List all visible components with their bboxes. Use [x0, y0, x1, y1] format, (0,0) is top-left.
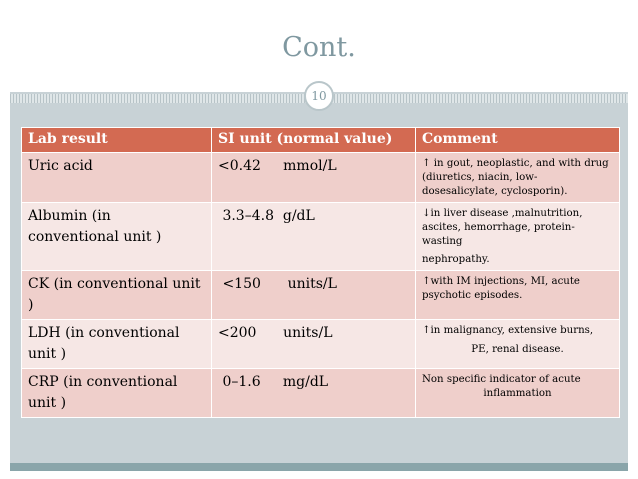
comment-line: nephropathy. — [422, 254, 490, 265]
slide-title: Cont. — [282, 32, 356, 63]
comment-line: inflammation — [483, 388, 552, 399]
lab-test-name: CRP (in conventional unit ) — [22, 369, 212, 418]
comment-line: Non specific indicator of acute — [422, 374, 581, 385]
normal-value: <200 units/L — [212, 320, 416, 369]
table-row — [22, 369, 620, 418]
footer-band — [10, 463, 628, 471]
comment-line: ↑with IM injections, MI, acute — [422, 276, 580, 287]
table-row — [22, 153, 620, 203]
comment-cell — [416, 369, 620, 418]
comment-line: ↓in liver disease ,malnutrition, — [422, 208, 583, 219]
comment-cell — [416, 203, 620, 271]
lab-test-name: Uric acid — [22, 153, 212, 203]
lab-test-name: Albumin (in conventional unit ) — [22, 203, 212, 271]
comment-line: PE, renal disease. — [471, 344, 564, 355]
lab-test-name: CK (in conventional unit ) — [22, 271, 212, 320]
comment-cell — [416, 153, 620, 203]
slide-frame — [10, 8, 628, 471]
comment-line: ↑ in gout, neoplastic, and with drug — [422, 158, 609, 169]
table-row — [22, 320, 620, 369]
slide-number-badge: 10 — [304, 81, 334, 111]
normal-value: 3.3–4.8 g/dL — [212, 203, 416, 271]
table-header-row — [22, 128, 620, 153]
header-comment: Comment — [416, 128, 620, 153]
header-si-unit: SI unit (normal value) — [212, 128, 416, 153]
normal-value: <0.42 mmol/L — [212, 153, 416, 203]
normal-value: <150 units/L — [212, 271, 416, 320]
lab-test-name: LDH (in conventional unit ) — [22, 320, 212, 369]
comment-cell — [416, 271, 620, 320]
slide-header — [10, 8, 628, 92]
table-row — [22, 271, 620, 320]
lab-results-table — [21, 127, 620, 418]
table-row — [22, 203, 620, 271]
comment-line: dosesalicylate, cyclosporin). — [422, 186, 568, 197]
comment-line: psychotic episodes. — [422, 290, 523, 301]
header-lab-result: Lab result — [22, 128, 212, 153]
comment-line: (diuretics, niacin, low- — [422, 172, 538, 183]
comment-line: ↑in malignancy, extensive burns, — [422, 325, 594, 336]
normal-value: 0–1.6 mg/dL — [212, 369, 416, 418]
comment-cell — [416, 320, 620, 369]
comment-line: ascites, hemorrhage, protein-wasting — [422, 222, 575, 247]
